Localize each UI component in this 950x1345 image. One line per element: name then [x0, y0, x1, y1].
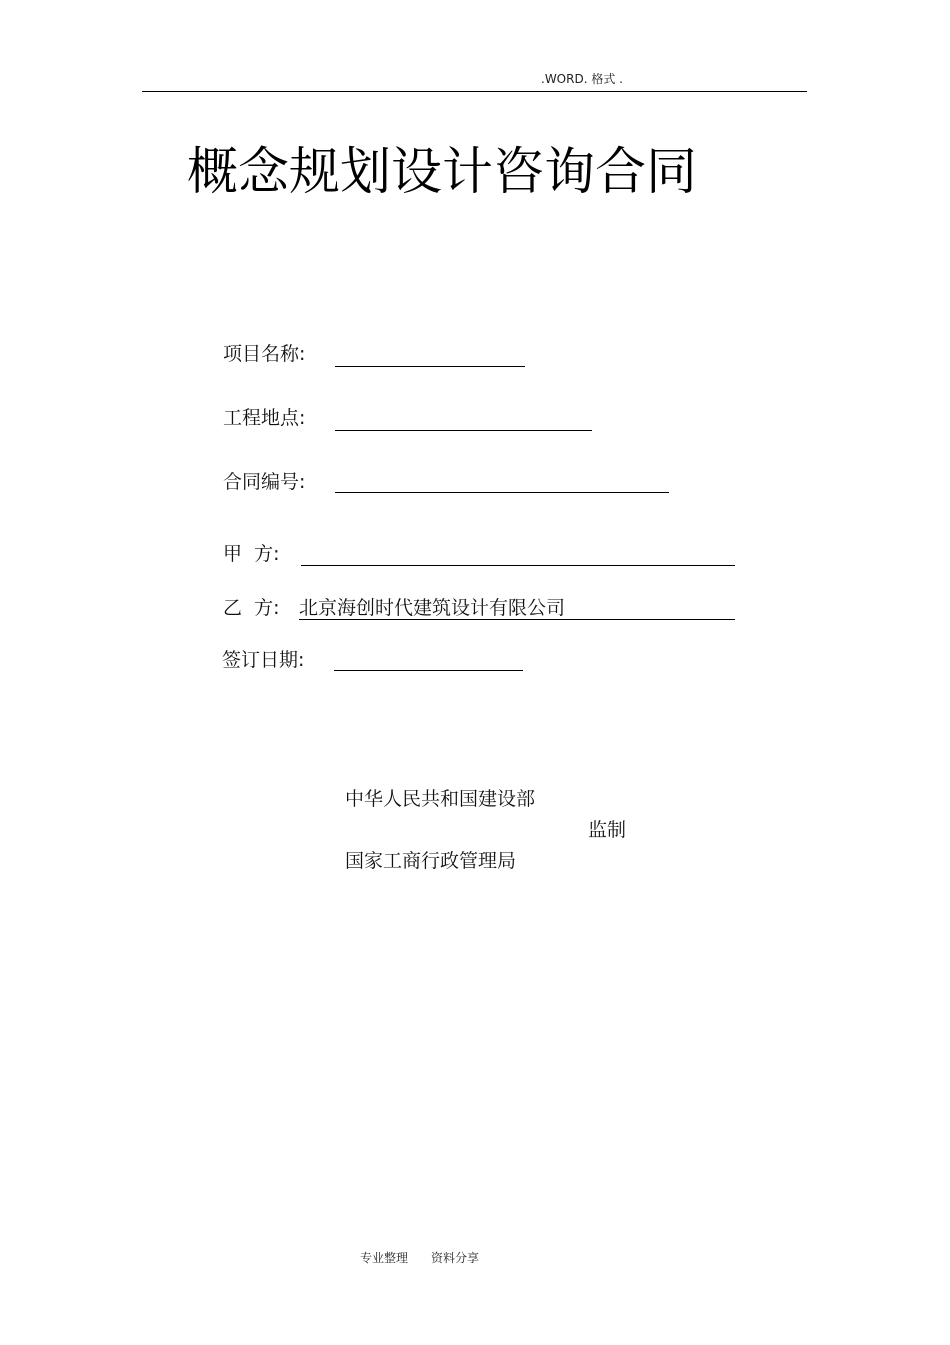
party-b-underline: [299, 619, 735, 620]
site-location-underline: [335, 430, 592, 431]
format-note: .WORD. 格式 .: [541, 72, 623, 86]
footer-left-text: 专业整理: [360, 1251, 409, 1265]
site-location-label: 工程地点:: [223, 407, 306, 429]
party-a-label: 甲 方:: [223, 543, 280, 565]
contract-number-label: 合同编号:: [223, 471, 306, 493]
document-title: 概念规划设计咨询合同: [187, 143, 698, 202]
footer-right-text: 资料分享: [431, 1251, 480, 1265]
party-a-underline: [301, 565, 735, 566]
sign-date-underline: [334, 670, 523, 671]
project-name-underline: [335, 366, 525, 367]
header-divider: [142, 91, 807, 92]
party-b-value: 北京海创时代建筑设计有限公司: [299, 597, 566, 619]
ministry-of-construction: 中华人民共和国建设部: [345, 788, 536, 810]
party-b-label: 乙 方:: [223, 597, 280, 619]
supervise-label: 监制: [588, 819, 627, 841]
contract-number-underline: [335, 492, 669, 493]
project-name-label: 项目名称:: [223, 343, 306, 365]
sign-date-label: 签订日期:: [222, 649, 305, 671]
industry-commerce-administration: 国家工商行政管理局: [345, 850, 517, 872]
